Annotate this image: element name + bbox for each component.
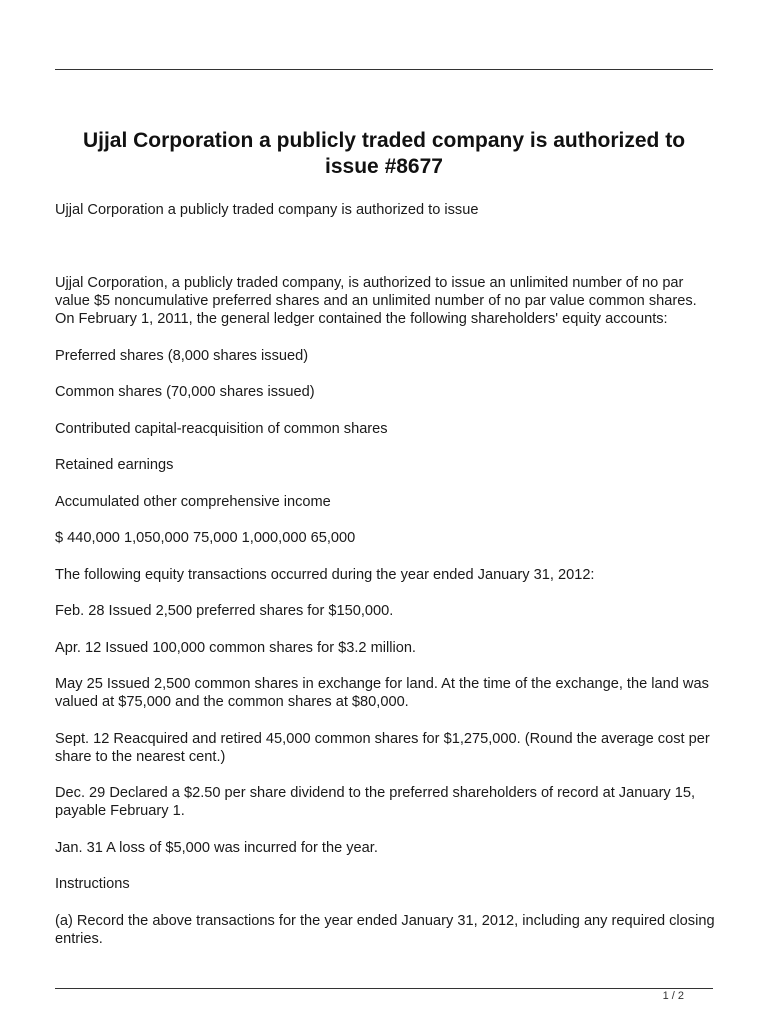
instructions-heading: Instructions bbox=[55, 876, 130, 892]
document-subtitle: Ujjal Corporation a publicly traded company is authorized to issue bbox=[55, 202, 479, 218]
transaction-apr-12: Apr. 12 Issued 100,000 common shares for $3.2 million. bbox=[55, 639, 416, 656]
transaction-dec-29: Dec. 29 Declared a $2.50 per share dividend to the preferred shareholders of record at January 15, payable February 1. bbox=[55, 785, 696, 819]
intro-paragraph: Ujjal Corporation, a publicly traded company, is authorized to issue an unlimited number of no par value $5 noncumulative preferred shares and an unlimited number of no par value common shares. On February 1, 2011, the general ledger contained the following shareholders' equity accounts: bbox=[55, 275, 697, 327]
document-body bbox=[55, 201, 715, 966]
account-common-shares: Common shares (70,000 shares issued) bbox=[55, 384, 315, 400]
account-balances: $ 440,000 1,050,000 75,000 1,000,000 65,000 bbox=[55, 530, 356, 546]
transaction-feb-28: Feb. 28 Issued 2,500 preferred shares for $150,000. bbox=[55, 603, 394, 619]
account-contributed-capital: Contributed capital-reacquisition of common shares bbox=[55, 420, 388, 437]
transaction-may-25: May 25 Issued 2,500 common shares in exchange for land. At the time of the exchange, the land was valued at $75,000 and the common shares at $80,000. bbox=[55, 676, 709, 710]
account-aoci: Accumulated other comprehensive income bbox=[55, 493, 331, 510]
account-retained-earnings: Retained earnings bbox=[55, 457, 174, 473]
footer-divider bbox=[55, 988, 713, 989]
account-preferred-shares: Preferred shares (8,000 shares issued) bbox=[55, 347, 309, 364]
page-number: 1 / 2 bbox=[662, 990, 684, 1002]
transactions-intro: The following equity transactions occurred during the year ended January 31, 2012: bbox=[55, 566, 595, 583]
header-divider bbox=[55, 69, 713, 70]
transaction-jan-31: Jan. 31 A loss of $5,000 was incurred for the year. bbox=[55, 839, 378, 856]
instruction-a: (a) Record the above transactions for the year ended January 31, 2012, including any required closing entries. bbox=[55, 912, 715, 947]
transaction-sept-12: Sept. 12 Reacquired and retired 45,000 common shares for $1,275,000. (Round the average cost per share to the nearest cent.) bbox=[55, 730, 710, 765]
document-title: Ujjal Corporation a publicly traded company is authorized to issue #8677 bbox=[82, 129, 686, 178]
